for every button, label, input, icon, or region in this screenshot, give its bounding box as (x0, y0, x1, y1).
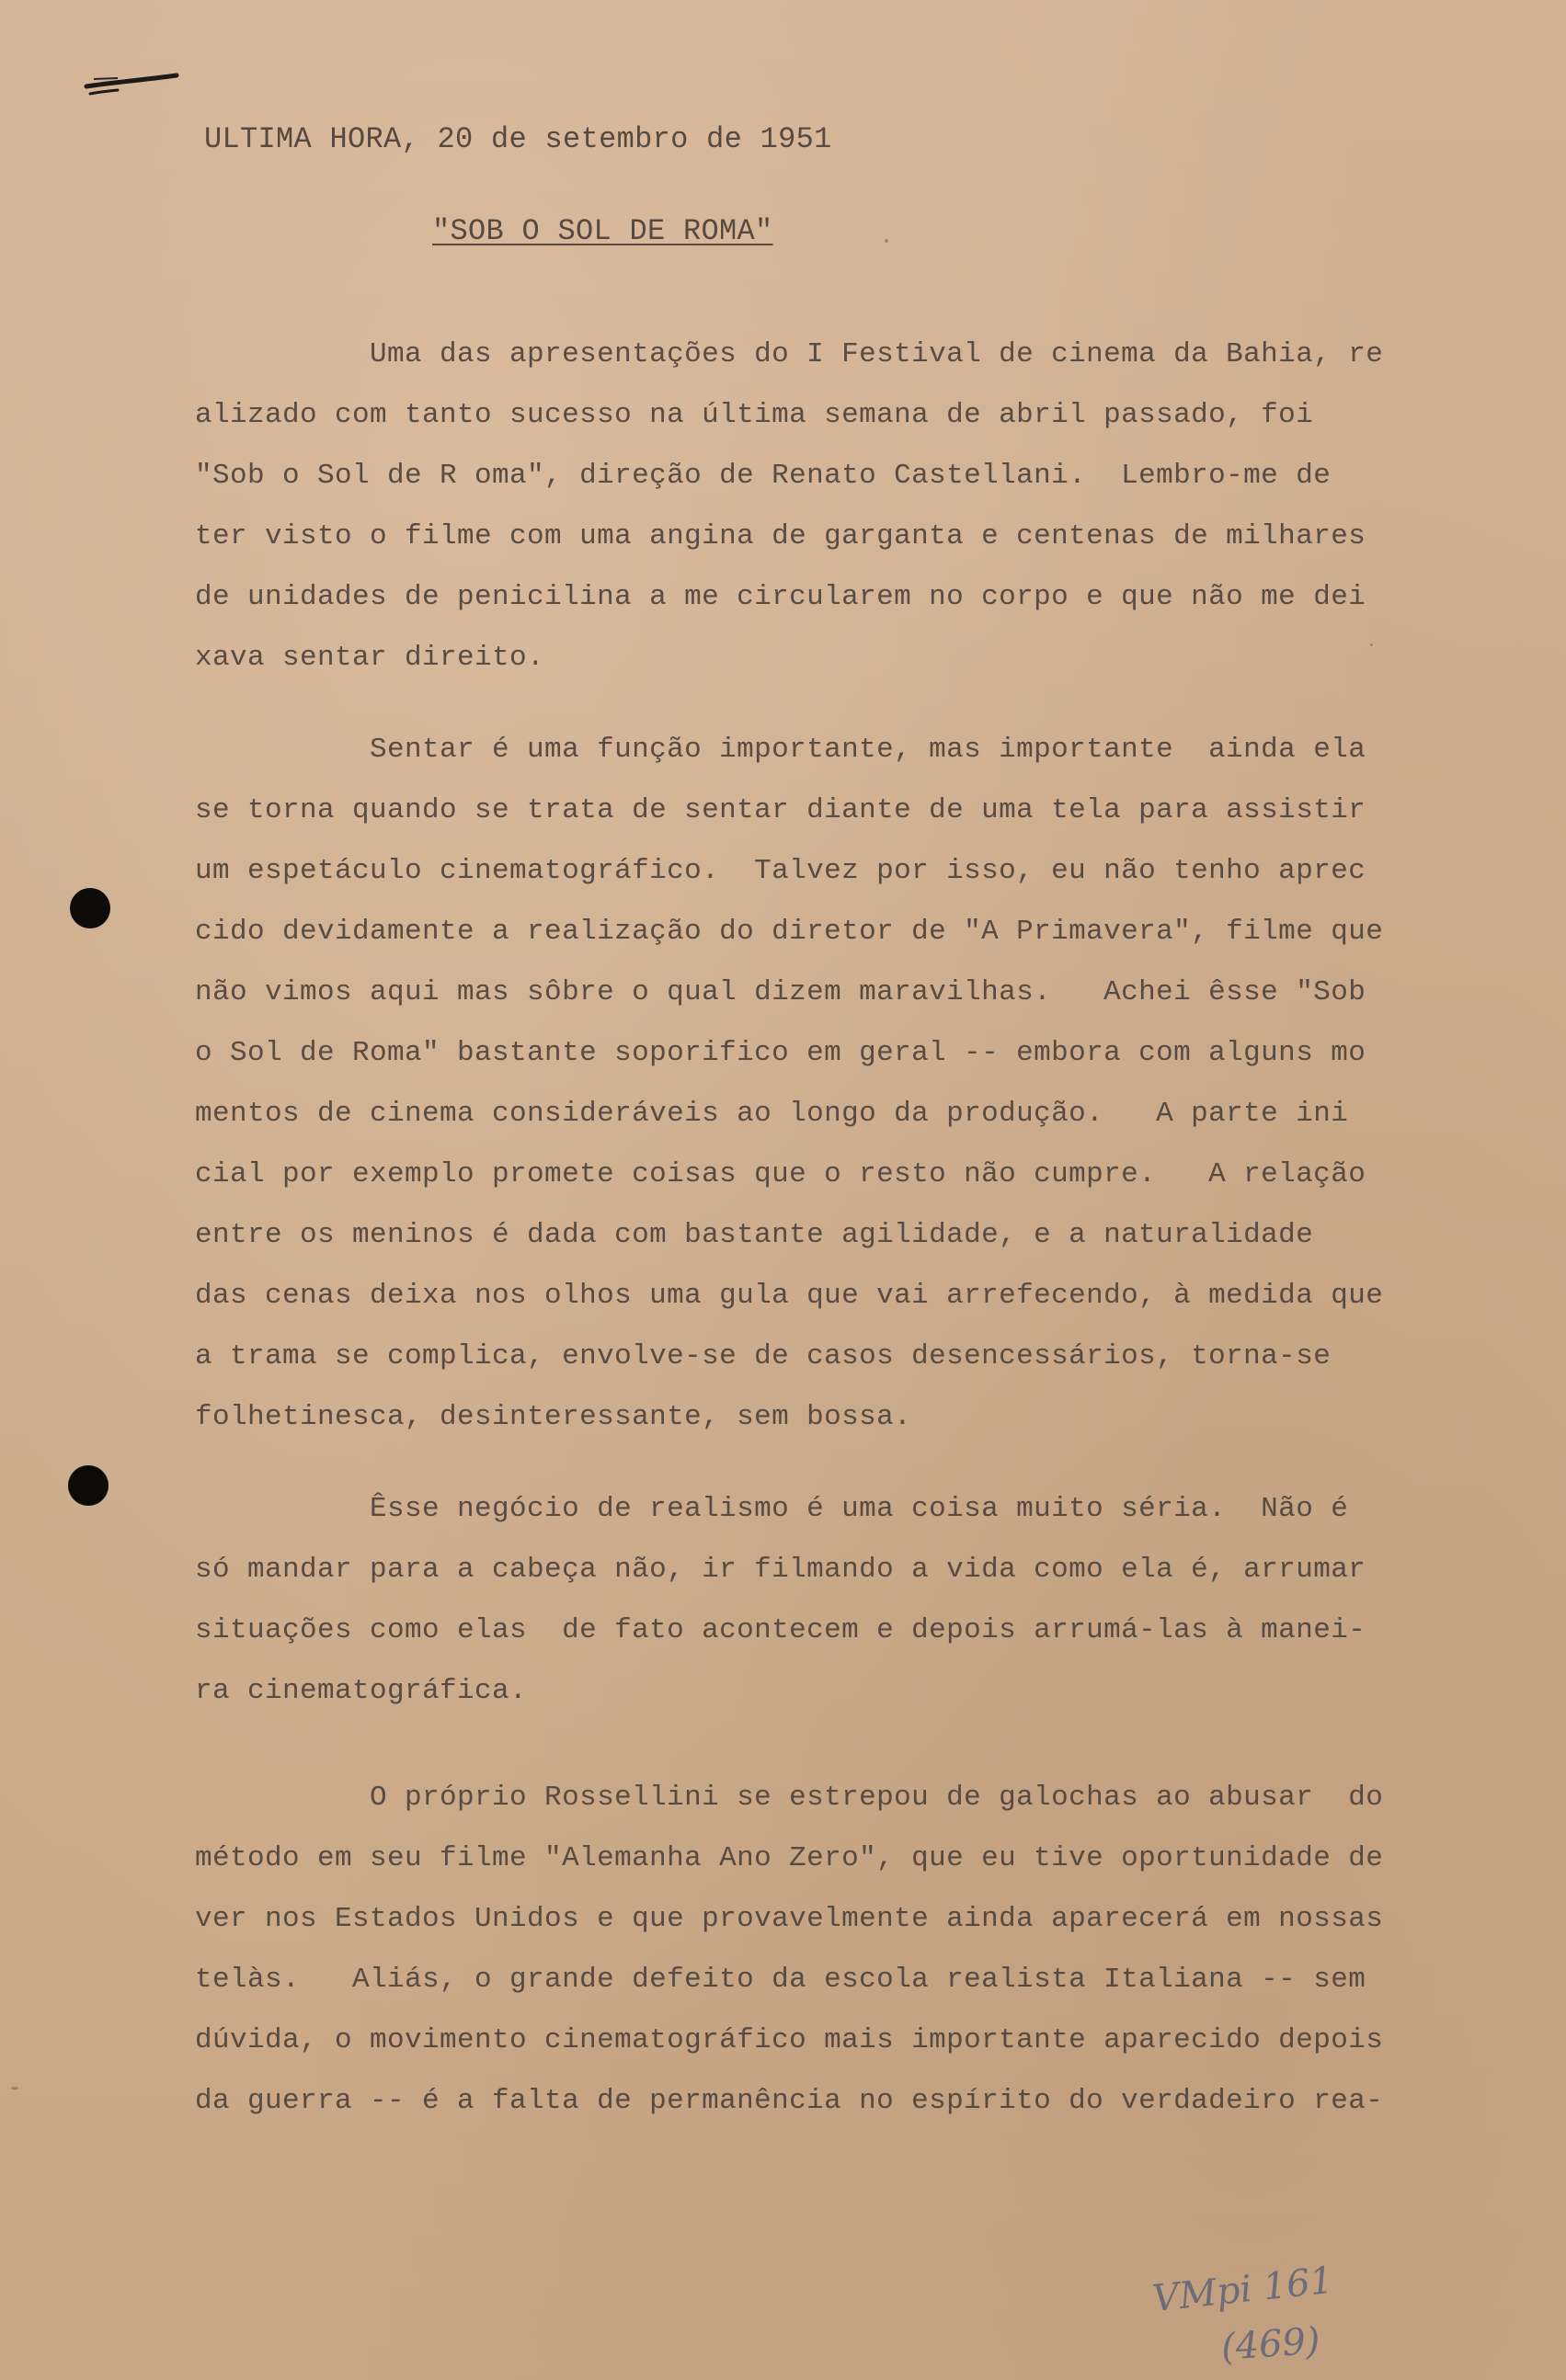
paragraph-2-line-5: não vimos aqui mas sôbre o qual dizem maravilhas. Achei êsse "Sob (195, 976, 1366, 1008)
pen-mark-icon (81, 64, 182, 101)
paragraph-2-line-2: se torna quando se trata de sentar diante de uma tela para assistir (195, 794, 1366, 826)
paragraph-2-line-3: um espetáculo cinematográfico. Talvez por isso, eu não tenho aprec (195, 855, 1366, 887)
paragraph-2-line-9: entre os meninos é dada com bastante agilidade, e a naturalidade (195, 1219, 1314, 1251)
paragraph-2-line-10: das cenas deixa nos olhos uma gula que vai arrefecendo, à medida que (195, 1280, 1384, 1312)
paragraph-4-line-5: dúvida, o movimento cinematográfico mais importante aparecido depois (195, 2024, 1384, 2056)
title-text: "SOB O SOL DE ROMA" (432, 214, 773, 248)
paragraph-4-line-1: O próprio Rossellini se estrepou de galochas ao abusar do (195, 1782, 1384, 1814)
paragraph-2-line-7: mentos de cinema consideráveis ao longo da produção. A parte ini (195, 1098, 1349, 1130)
paragraph-2-line-12: folhetinesca, desinteressante, sem bossa. (195, 1401, 912, 1433)
paragraph-2-line-1: Sentar é uma função importante, mas importante ainda ela (195, 734, 1366, 766)
document-title (432, 214, 773, 248)
punch-hole-icon (68, 1465, 109, 1506)
paragraph-4-line-2: método em seu filme "Alemanha Ano Zero", que eu tive oportunidade de (195, 1842, 1384, 1874)
paragraph-2-line-6: o Sol de Roma" bastante soporifico em geral -- embora com alguns mo (195, 1037, 1366, 1069)
paragraph-1-line-4: ter visto o filme com uma angina de garganta e centenas de milhares (195, 520, 1366, 552)
document-heading: ULTIMA HORA, 20 de setembro de 1951 (204, 122, 832, 156)
paragraph-2-line-11: a trama se complica, envolve-se de casos desencessários, torna-se (195, 1340, 1332, 1372)
paragraph-1-line-1: Uma das apresentações do I Festival de cinema da Bahia, re (195, 338, 1384, 370)
paragraph-4-line-4: telàs. Aliás, o grande defeito da escola realista Italiana -- sem (195, 1964, 1366, 1996)
paper-speck (11, 2087, 18, 2090)
paragraph-1-line-5: de unidades de penicilina a me circularem no corpo e que não me dei (195, 581, 1366, 613)
paragraph-3-line-3: situações como elas de fato acontecem e depois arrumá-las à manei- (195, 1614, 1366, 1646)
paragraph-2-line-8: cial por exemplo promete coisas que o resto não cumpre. A relação (195, 1158, 1366, 1190)
paragraph-1-line-3: "Sob o Sol de R oma", direção de Renato Castellani. Lembro-me de (195, 460, 1332, 492)
paragraph-3-line-4: ra cinematográfica. (195, 1675, 528, 1707)
archive-reference-line2: (469) (1219, 2319, 1322, 2369)
paragraph-3-line-2: só mandar para a cabeça não, ir filmando a vida como ela é, arrumar (195, 1554, 1366, 1586)
paragraph-4-line-3: ver nos Estados Unidos e que provavelmente ainda aparecerá em nossas (195, 1903, 1384, 1935)
archive-reference-line1: VMpi 161 (1150, 2259, 1336, 2321)
paragraph-4-line-6: da guerra -- é a falta de permanência no espírito do verdadeiro rea- (195, 2085, 1384, 2117)
paragraph-2-line-4: cido devidamente a realização do diretor de "A Primavera", filme que (195, 916, 1384, 948)
paragraph-1-line-2: alizado com tanto sucesso na última semana de abril passado, foi (195, 399, 1314, 431)
punch-hole-icon (70, 888, 110, 928)
paper-speck (885, 239, 888, 243)
paper-speck (1370, 643, 1373, 646)
archive-reference (1149, 2243, 1389, 2372)
paragraph-3-line-1: Êsse negócio de realismo é uma coisa muito séria. Não é (195, 1493, 1349, 1525)
paragraph-1-line-6: xava sentar direito. (195, 642, 545, 674)
